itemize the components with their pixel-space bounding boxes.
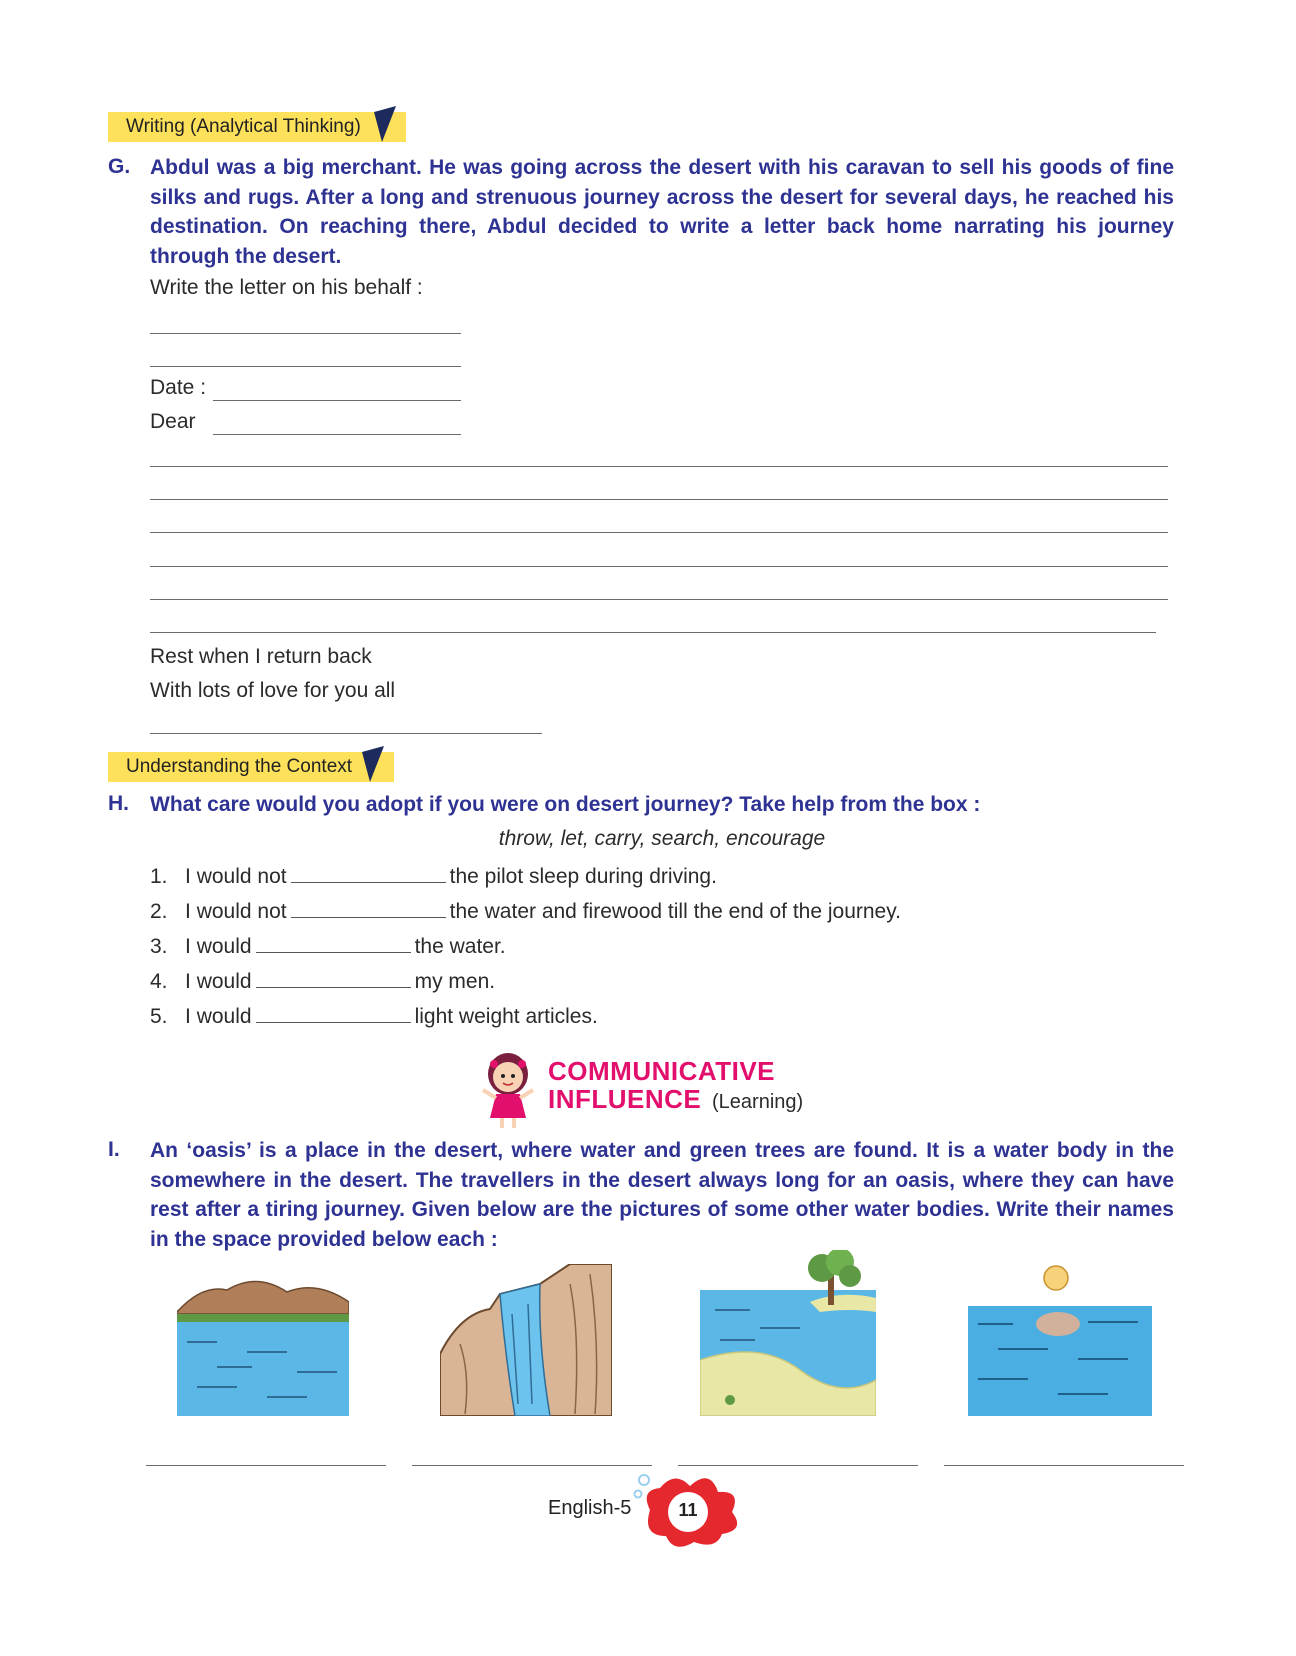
letter-body-line-4[interactable] (150, 566, 1168, 567)
item-before: I would not (185, 900, 287, 923)
question-i-text: An ‘oasis’ is a place in the desert, where water and green trees are found. It is a water body in the somewhere in the desert. The travellers in the desert always long for an oasis, where they can have rest after a tiring journey. Given below are the pictures of some other water bodies. Write their names in the space provided below each : (150, 1139, 1174, 1251)
answer-line-waterfall[interactable] (412, 1465, 652, 1466)
question-h-text: What care would you adopt if you were on desert journey? Take help from the box : (150, 793, 981, 816)
list-item (150, 1002, 598, 1029)
answer-blank[interactable] (291, 862, 446, 883)
item-number: 1. (150, 865, 168, 888)
answer-line-lake[interactable] (146, 1465, 386, 1466)
date-line[interactable] (213, 400, 461, 401)
question-letter-h: H. (108, 792, 129, 815)
lake-icon (177, 1272, 349, 1416)
answer-line-river[interactable] (678, 1465, 918, 1466)
item-after: the pilot sleep during driving. (449, 865, 717, 888)
answer-blank[interactable] (256, 967, 411, 988)
ci-title-line-1: COMMUNICATIVE (548, 1056, 776, 1086)
waterfall-icon (440, 1264, 612, 1416)
footer-book-label: English-5 (548, 1497, 632, 1519)
section-tag-context: Understanding the Context (108, 752, 394, 782)
answer-blank[interactable] (256, 1002, 411, 1023)
letter-body-line-2[interactable] (150, 499, 1168, 500)
ci-title-line-2: INFLUENCE (548, 1084, 702, 1114)
dear-line[interactable] (213, 434, 461, 435)
item-after: my men. (414, 970, 496, 993)
item-before: I would (185, 970, 252, 993)
river-icon (700, 1250, 876, 1416)
word-box: throw, let, carry, search, encourage (498, 827, 826, 850)
item-number: 2. (150, 900, 168, 923)
ci-subtitle: (Learning) (712, 1091, 804, 1113)
tag-corner-icon (362, 746, 384, 784)
list-item (150, 897, 901, 924)
signature-line[interactable] (150, 733, 542, 734)
girl-mascot-icon (478, 1050, 538, 1132)
page-number: 11 (678, 1500, 698, 1520)
answer-line-sea[interactable] (944, 1465, 1184, 1466)
item-number: 5. (150, 1005, 168, 1028)
answer-blank[interactable] (291, 897, 446, 918)
list-item (150, 932, 506, 959)
answer-blank[interactable] (256, 932, 411, 953)
list-item (150, 967, 495, 994)
letter-body-line-3[interactable] (150, 532, 1168, 533)
question-g-text: Abdul was a big merchant. He was going across the desert with his caravan to sell his goods of fine silks and rugs. After a long and strenuous journey across the desert for several days, he reached his destination. On reaching there, Abdul decided to write a letter back home narrating his journey through the desert. (150, 156, 1174, 268)
address-line-1[interactable] (150, 333, 461, 334)
item-after: light weight articles. (414, 1005, 598, 1028)
item-after: the water and firewood till the end of the journey. (449, 900, 901, 923)
letter-instruction: Write the letter on his behalf : (150, 276, 423, 299)
letter-body-line-5[interactable] (150, 599, 1168, 600)
item-number: 4. (150, 970, 168, 993)
question-letter-i: I. (108, 1138, 120, 1161)
question-letter-g: G. (108, 155, 131, 178)
letter-body-line-1[interactable] (150, 466, 1168, 467)
section-tag-writing: Writing (Analytical Thinking) (108, 112, 406, 142)
address-line-2[interactable] (150, 366, 461, 367)
sea-icon (968, 1264, 1152, 1416)
dear-label: Dear (150, 410, 196, 433)
closing-line-2: With lots of love for you all (150, 679, 396, 702)
tag-corner-icon (374, 106, 396, 144)
letter-body-line-6[interactable] (150, 632, 1156, 633)
list-item (150, 862, 717, 889)
item-after: the water. (414, 935, 506, 958)
item-before: I would not (185, 865, 287, 888)
item-before: I would (185, 935, 252, 958)
closing-line-1: Rest when I return back (150, 645, 372, 668)
item-before: I would (185, 1005, 252, 1028)
item-number: 3. (150, 935, 168, 958)
date-label: Date : (150, 376, 207, 399)
